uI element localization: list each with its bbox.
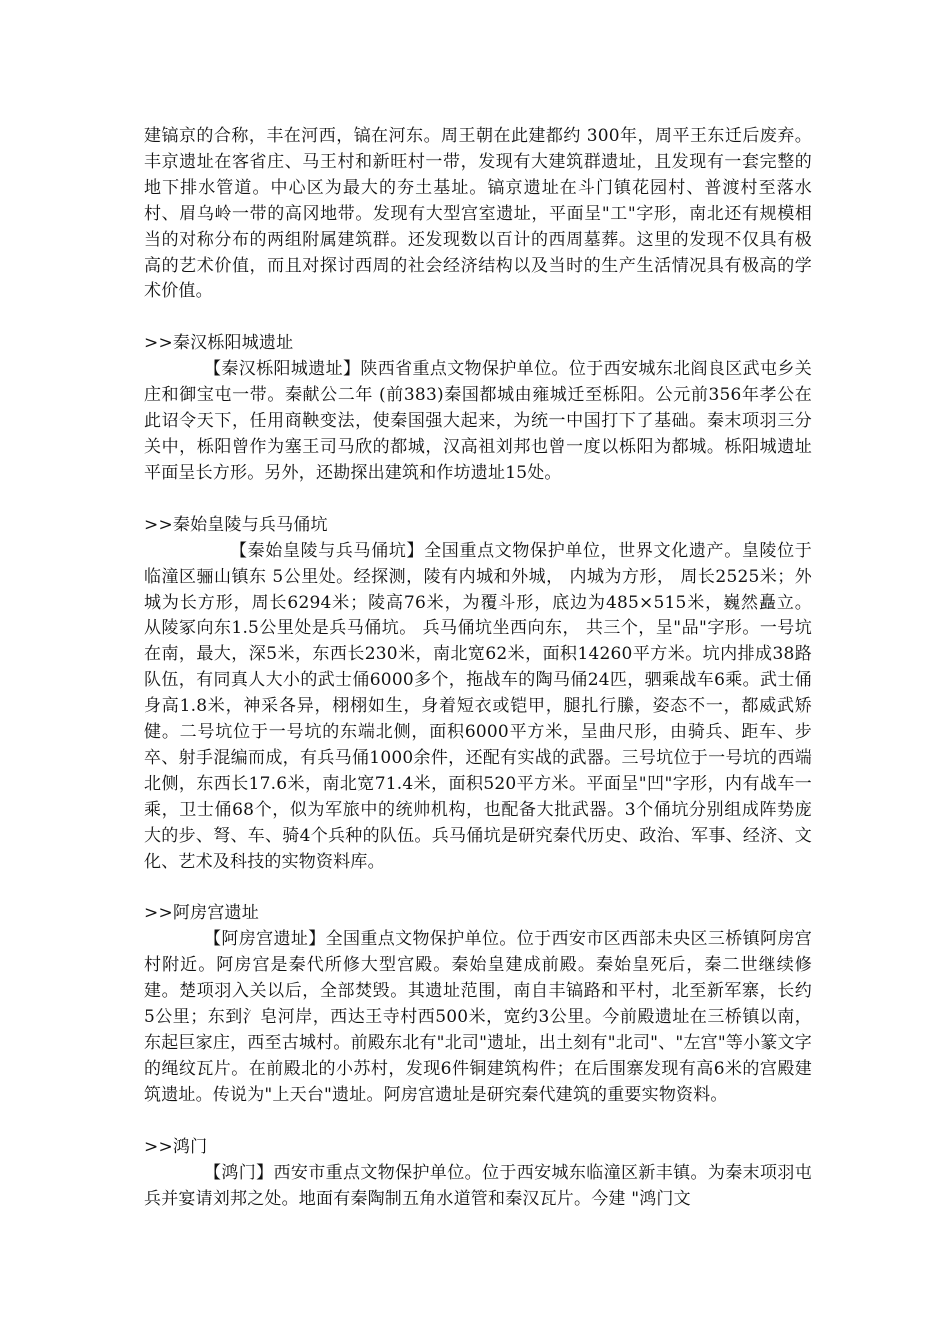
- document-page: [144, 124, 812, 1212]
- section-body-efang: 【阿房宫遗址】全国重点文物保护单位。位于西安市区西部未央区三桥镇阿房宫村附近。阿房宫是秦代所修大型宫殿。秦始皇建成前殿。秦始皇死后，秦二世继续修建。楚项羽入关以后，全部焚毁。其遗址范围，南自丰镐路和平村，北至新军寨，长约 5公里；东到氵皂河岸，西达王寺村西500米，宽约3公里。今前殿遗址在三桥镇以南，东起巨家庄，西至古城村。前殿东北有"北司"遗址，出土刻有"北司"、"左宫"等小篆文字的绳纹瓦片。在前殿北的小苏村，发现6件铜建筑构件；在后围寨发现有高6米的宫殿建筑遗址。传说为"上天台"遗址。阿房宫遗址是研究秦代建筑的重要实物资料。: [144, 929, 812, 1105]
- section-heading-hongmen: >>鸿门: [144, 1136, 208, 1157]
- section-heading-liyang: >>秦汉栎阳城遗址: [144, 333, 294, 354]
- section-body-qinshihuang: 【秦始皇陵与兵马俑坑】全国重点文物保护单位，世界文化遗产。皇陵位于临潼区骊山镇东 5公里处。经探测，陵有内城和外城， 内城为方形， 周长2525米；外城为长方形，周长6294米；陵高76米，为覆斗形，底边为485×515米，巍然矗立。 从陵冢向东1.5公里处是兵马俑坑。 兵马俑坑坐西向东， 共三个，呈"品"字形。一号坑在南，最大，深5米，东西长230米，南北宽62米，面积14260平方米。坑内排成38路队伍，有同真人大小的武士俑6000多个，拖战车的陶马俑24匹，驷乘战车6乘。武士俑身高1.8米，神采各异，栩栩如生，身着短衣或铠甲，腿扎行縢，姿态不一，都威武矫健。二号坑位于一号坑的东端北侧，面积6000平方米，呈曲尺形，由骑兵、距车、步卒、射手混编而成，有兵马俑1000余件，还配有实战的武器。三号坑位于一号坑的西端北侧，东西长17.6米，南北宽71.4米，面积520平方米。平面呈"凹"字形，内有战车一乘，卫士俑68个，似为军旅中的统帅机构，也配备大批武器。3个俑坑分别组成阵势庞大的步、弩、车、骑4个兵种的队伍。兵马俑坑是研究秦代历史、政治、军事、经济、文化、艺术及科技的实物资料库。: [144, 540, 812, 872]
- section-heading-qinshihuang: >>秦始皇陵与兵马俑坑: [144, 514, 328, 535]
- section-body-hongmen: 【鸿门】西安市重点文物保护单位。位于西安城东临潼区新丰镇。为秦末项羽屯兵并宴请刘邦之处。地面有秦陶制五角水道管和秦汉瓦片。今建 "鸿门文: [144, 1162, 812, 1209]
- intro-paragraph: 建镐京的合称，丰在河西，镐在河东。周王朝在此建都约 300年，周平王东迁后废弃。丰京遗址在客省庄、马王村和新旺村一带，发现有大建筑群遗址，且发现有一套完整的地下排水管道。中心区为最大的夯土基址。镐京遗址在斗门镇花园村、普渡村至落水村、眉乌岭一带的高冈地带。发现有大型宫室遗址，平面呈"工"字形，南北还有规模相当的对称分布的两组附属建筑群。还发现数以百计的西周墓葬。这里的发现不仅具有极高的艺术价值，而且对探讨西周的社会经济结构以及当时的生产生活情况具有极高的学术价值。: [144, 126, 812, 302]
- section-heading-efang: >>阿房宫遗址: [144, 903, 259, 924]
- section-body-liyang: 【秦汉栎阳城遗址】陕西省重点文物保护单位。位于西安城东北阎良区武屯乡关庄和御宝屯一带。秦献公二年 (前383)秦国都城由雍城迁至栎阳。公元前356年孝公在此诏令天下，任用商鞅变法，使秦国强大起来，为统一中国打下了基础。秦末项羽三分关中，栎阳曾作为塞王司马欣的都城，汉高祖刘邦也曾一度以栎阳为都城。栎阳城遗址平面呈长方形。另外，还勘探出建筑和作坊遗址15处。: [144, 359, 812, 483]
